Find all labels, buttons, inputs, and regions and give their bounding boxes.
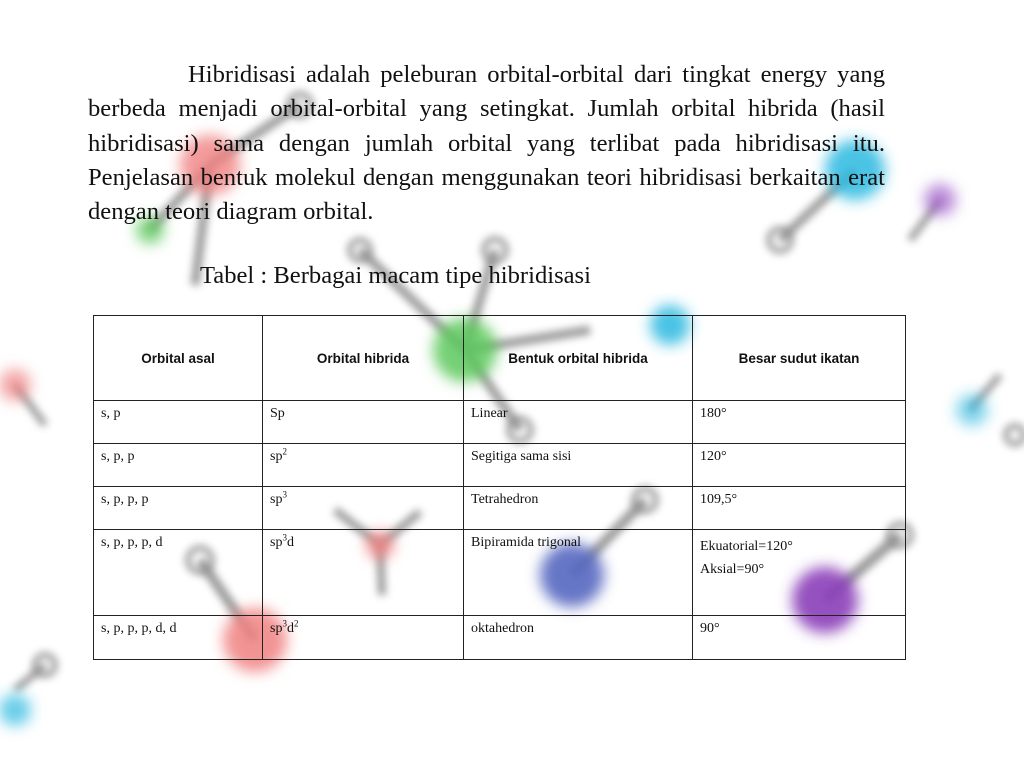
- hybrid-superscript-2: 2: [293, 618, 299, 629]
- hybridization-table: [93, 315, 906, 660]
- cell-bentuk: Tetrahedron: [464, 487, 693, 530]
- header-bentuk-orbital: Bentuk orbital hibrida: [464, 316, 693, 401]
- header-orbital-asal: Orbital asal: [94, 316, 263, 401]
- header-sudut-ikatan: Besar sudut ikatan: [693, 316, 906, 401]
- cell-sudut: 90°: [693, 616, 906, 660]
- angle-aksial: Aksial=90°: [700, 562, 765, 577]
- cell-orbital-asal: s, p: [94, 401, 263, 444]
- cell-sudut: 109,5°: [693, 487, 906, 530]
- angle-ekuatorial: Ekuatorial=120°: [700, 539, 793, 554]
- hybrid-base: sp: [270, 621, 283, 636]
- cell-bentuk: Bipiramida trigonal: [464, 530, 693, 616]
- cell-sudut: 120°: [693, 444, 906, 487]
- intro-paragraph-text: Hibridisasi adalah peleburan orbital-orbital dari tingkat energy yang berbeda menjadi orbital-orbital yang setingkat. Jumlah orbital hibrida (hasil hibridisasi) sama dengan jumlah orbital yang terlibat pada hibridisasi itu. Penjelasan bentuk molekul dengan menggunakan teori hibridisasi berkaitan erat dengan teori diagram orbital.: [88, 61, 885, 226]
- cell-orbital-asal: s, p, p, p, d, d: [94, 616, 263, 660]
- cell-orbital-hibrida: [263, 444, 464, 487]
- header-orbital-hibrida: Orbital hibrida: [263, 316, 464, 401]
- hybrid-superscript: 3: [282, 618, 287, 629]
- hybrid-base: sp: [270, 449, 283, 464]
- hybrid-superscript: 3: [282, 489, 287, 500]
- table-header-row: [94, 316, 906, 401]
- cell-orbital-asal: s, p, p: [94, 444, 263, 487]
- cell-bentuk: oktahedron: [464, 616, 693, 660]
- table-row: [94, 487, 906, 530]
- table-row: [94, 530, 906, 616]
- cell-orbital-asal: s, p, p, p: [94, 487, 263, 530]
- hybrid-base: sp: [270, 492, 283, 507]
- cell-orbital-hibrida: [263, 530, 464, 616]
- hybrid-superscript: 2: [282, 446, 287, 457]
- table-row: [94, 616, 906, 660]
- hybrid-superscript: 3: [282, 532, 287, 543]
- cell-bentuk: Linear: [464, 401, 693, 444]
- cell-orbital-hibrida: [263, 487, 464, 530]
- cell-orbital-hibrida: [263, 616, 464, 660]
- intro-paragraph: [88, 58, 885, 229]
- hybrid-tail: d: [286, 621, 294, 636]
- cell-sudut: [693, 530, 906, 616]
- cell-orbital-asal: s, p, p, p, d: [94, 530, 263, 616]
- hybrid-base: sp: [270, 535, 283, 550]
- hybrid-tail: d: [286, 535, 294, 550]
- table-caption: Tabel : Berbagai macam tipe hibridisasi: [200, 262, 591, 289]
- table-row: [94, 401, 906, 444]
- table-row: [94, 444, 906, 487]
- cell-orbital-hibrida: [263, 401, 464, 444]
- hybrid-base: Sp: [270, 406, 285, 421]
- cell-bentuk: Segitiga sama sisi: [464, 444, 693, 487]
- cell-sudut: 180°: [693, 401, 906, 444]
